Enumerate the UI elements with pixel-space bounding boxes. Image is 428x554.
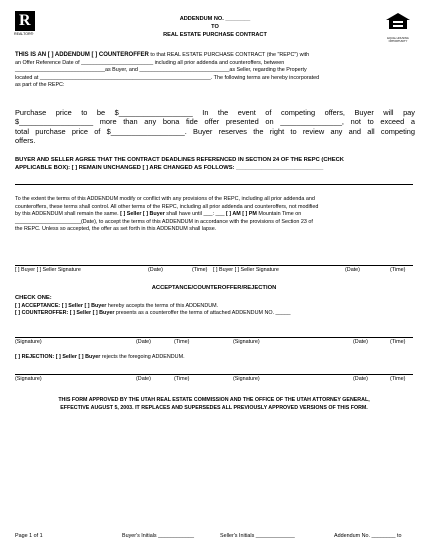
purchase-line4: offers. <box>15 136 36 146</box>
equal-housing-logo <box>384 12 412 43</box>
intro-line3: ______________________________as Buyer, and ______________________________as Seller, regarding the Property <box>15 67 307 74</box>
sig1-left-date: (Date) <box>148 267 163 273</box>
sig3-signature-2: (Signature) <box>233 376 260 382</box>
eho-text: EQUAL HOUSING OPPORTUNITY <box>387 37 409 43</box>
extent-line1: To the extent the terms of this ADDENDUM modify or conflict with any provisions of the REPC, including all prior addenda and <box>15 196 315 202</box>
acceptance-text: hereby accepts the terms of this ADDENDUM. <box>106 302 219 309</box>
acceptance-heading: ACCEPTANCE/COUNTEROFFER/REJECTION <box>151 285 277 291</box>
extent-line3c: shall have until ___: ___ <box>164 211 226 218</box>
sig2-time-2: (Time) <box>390 339 406 345</box>
intro-title: THIS IS AN [ ] ADDENDUM [ ] COUNTEROFFER <box>15 52 149 58</box>
sig3-date-2: (Date) <box>353 376 368 382</box>
title-line2: TO <box>211 23 219 30</box>
deadlines-line2: APPLICABLE BOX): [ ] REMAIN UNCHANGED [ ] ARE CHANGED AS FOLLOWS: ___________________________ <box>15 165 324 171</box>
rejection-section <box>15 354 415 362</box>
realtor-mark: R <box>19 12 31 29</box>
signature-line-2 <box>15 337 413 338</box>
title-line3: REAL ESTATE PURCHASE CONTRACT <box>163 31 267 38</box>
extent-line3a: by this ADDENDUM shall remain the same. <box>15 211 121 218</box>
deadlines-section <box>15 156 415 172</box>
sellers-initials: Seller's Initials _____________ <box>220 533 295 539</box>
intro-line4: located at _________________________________________________________. The following terms are hereby incorporated <box>15 74 320 81</box>
extent-party-choice: [ ] Seller [ ] Buyer <box>120 211 165 218</box>
sig1-left-time: (Time) <box>192 267 208 273</box>
extent-ampm-choice: [ ] AM [ ] PM <box>225 211 257 218</box>
extent-section <box>15 196 415 234</box>
addendum-number: Addendum No. ________ to <box>334 533 402 539</box>
sig1-left-label: [ ] Buyer [ ] Seller Signature <box>15 267 81 273</box>
sig2-signature-2: (Signature) <box>233 339 260 345</box>
purchase-section <box>15 108 415 146</box>
intro-line2: an Offer Reference Date of ________________________ including all prior addenda and counteroffers, between <box>15 59 285 66</box>
purchase-line3: total purchase price of $__________________. Buyer reserves the right to review any and all competing <box>15 126 415 136</box>
sig2-signature: (Signature) <box>15 339 42 345</box>
realtor-text: REALTOR® <box>14 32 34 36</box>
approval-line1: THIS FORM APPROVED BY THE UTAH REAL ESTATE COMMISSION AND THE OFFICE OF THE UTAH ATTORNEY GENERAL, <box>58 397 370 403</box>
deadlines-line1: BUYER AND SELLER AGREE THAT THE CONTRACT DEADLINES REFERENCED IN SECTION 24 OF THE REPC (CHECK <box>15 157 344 163</box>
intro-line1: to that REAL ESTATE PURCHASE CONTRACT (the "REPC") with <box>148 52 310 58</box>
sig2-date: (Date) <box>136 339 151 345</box>
purchase-line1: Purchase price to be $__________________ In the event of competing offers, Buyer will pay <box>15 108 415 117</box>
sig1-right-time: (Time) <box>390 267 406 273</box>
purchase-line2: $__________________ more than any bona fide offer presented on _______________, not to exceed a <box>15 117 415 127</box>
rejection-option: [ ] REJECTION: [ ] Seller [ ] Buyer <box>15 354 101 360</box>
extent-line4: ______________________(Date), to accept the terms of this ADDENDUM in accordance with the provisions of Section 23 of <box>15 218 313 225</box>
counteroffer-option: [ ] COUNTEROFFER: [ ] Seller [ ] Buyer <box>15 310 115 317</box>
signature-line-3 <box>15 374 413 375</box>
sig3-time-2: (Time) <box>390 376 406 382</box>
deadline-fill-line <box>15 184 413 185</box>
extent-line3e: Mountain Time on <box>256 211 302 218</box>
sig3-signature: (Signature) <box>15 376 42 382</box>
page-title <box>120 16 310 39</box>
sig1-right-label: [ ] Buyer [ ] Seller Signature <box>213 267 279 273</box>
rejection-text: rejects the foregoing ADDENDUM. <box>100 354 185 360</box>
acceptance-section <box>15 295 415 318</box>
approval-line2: EFFECTIVE AUGUST 5, 2003. IT REPLACES AND SUPERSEDES ALL PREVIOUSLY APPROVED VERSIONS OF THIS FORM. <box>60 404 368 411</box>
title-line1: ADDENDUM NO. ________ <box>179 16 251 22</box>
extent-line2: counteroffers, these terms shall control. All other terms of the REPC, including all prior addenda and counteroffers, not modified <box>15 203 319 210</box>
sig1-right-date: (Date) <box>345 267 360 273</box>
sig2-date-2: (Date) <box>353 339 368 345</box>
sig3-date: (Date) <box>136 376 151 382</box>
intro-line5: as part of the REPC: <box>15 82 65 89</box>
page-number: Page 1 of 1 <box>15 533 43 539</box>
house-icon <box>384 12 412 32</box>
signature-line-1 <box>15 265 413 266</box>
extent-line5: the REPC. Unless so accepted, the offer as set forth in this ADDENDUM shall lapse. <box>15 226 217 233</box>
buyers-initials: Buyer's Initials ____________ <box>122 533 195 539</box>
approval-notice <box>15 397 413 413</box>
counteroffer-text: presents as a counteroffer the terms of attached ADDENDUM NO. _____ <box>114 310 291 317</box>
check-one-label: CHECK ONE: <box>15 295 52 301</box>
sig3-time: (Time) <box>174 376 190 382</box>
realtor-logo <box>15 11 35 31</box>
sig2-time: (Time) <box>174 339 190 345</box>
intro-section <box>15 52 415 90</box>
acceptance-option: [ ] ACCEPTANCE: [ ] Seller [ ] Buyer <box>15 302 107 309</box>
